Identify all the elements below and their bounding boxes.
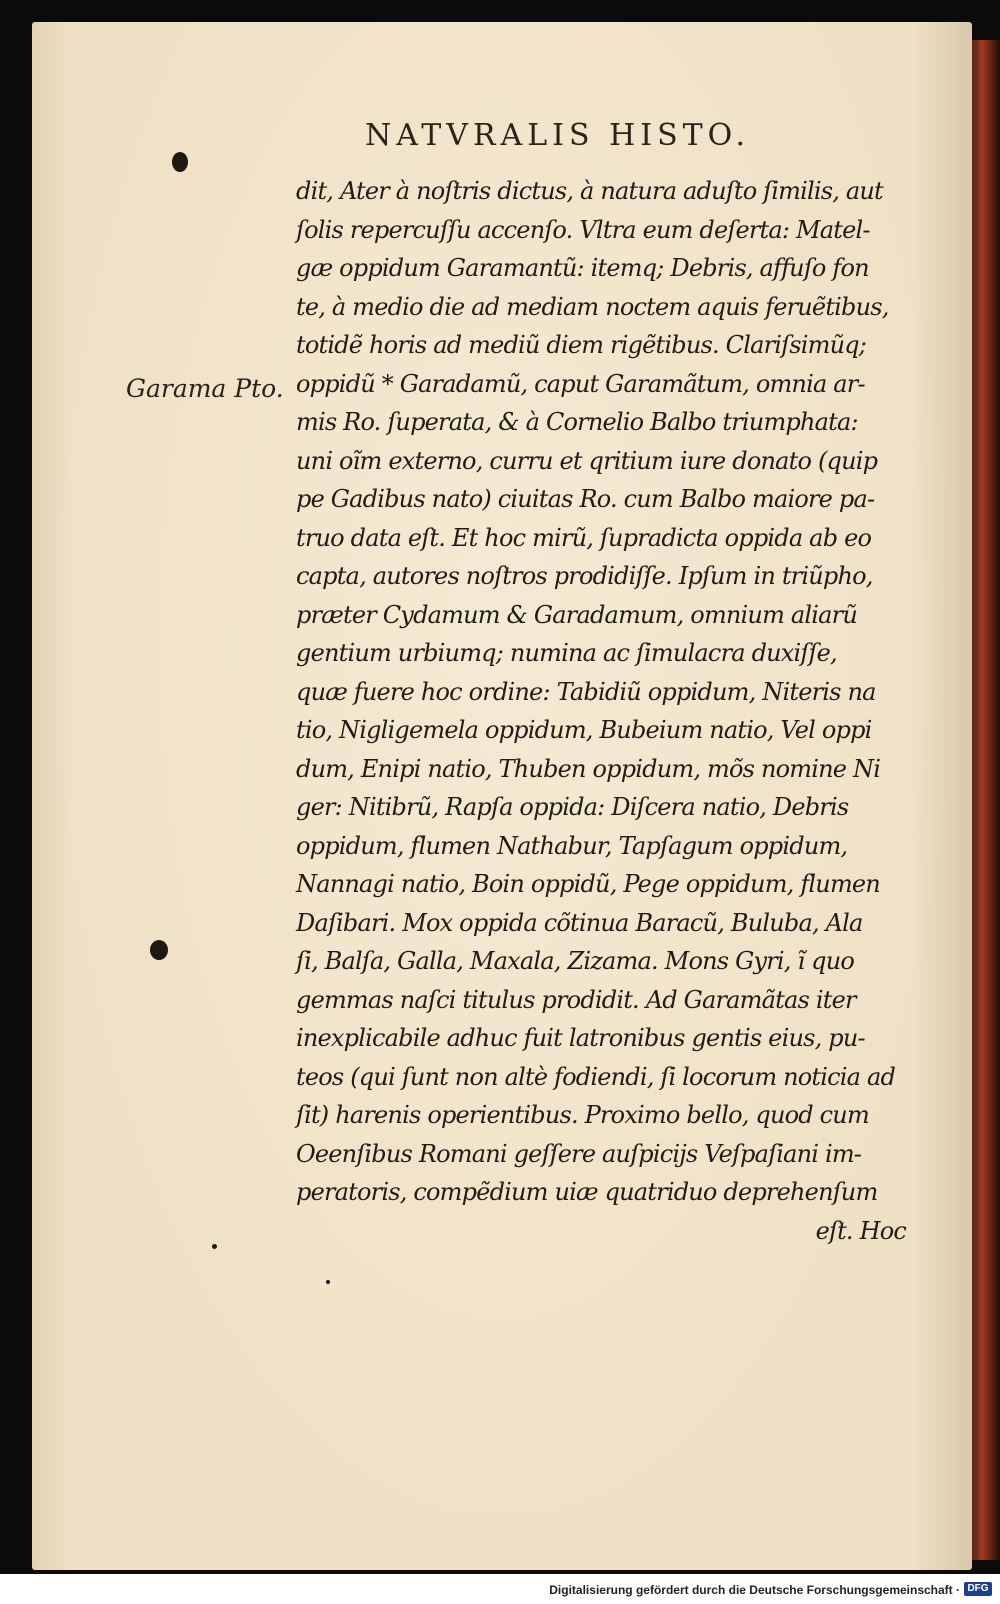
text-line: gemmas naſci titulus prodidit. Ad Garamãtas iter bbox=[296, 985, 856, 1014]
text-line: totidẽ horis ad mediũ diem rigẽtibus. Clariſsimũq; bbox=[296, 331, 867, 359]
margin-note: Garama Pto. bbox=[126, 374, 284, 403]
text-line: teos (qui ſunt non altè fodiendi, ſi locorum noticia ad bbox=[296, 1062, 896, 1091]
text-line: Nannagi natio, Boin oppidũ, Pege oppidum, flumen bbox=[296, 870, 880, 898]
text-line: ger: Nitibrũ, Rapſa oppida: Diſcera natio, Debris bbox=[296, 793, 849, 821]
text-line: inexplicabile adhuc fuit latronibus gentis eius, pu- bbox=[296, 1024, 865, 1052]
ink-blot bbox=[172, 152, 188, 172]
text-line: oppidum, flumen Nathabur, Tapſagum oppidum, bbox=[296, 831, 848, 860]
text-line: ſit) harenis operientibus. Proximo bello, quod cum bbox=[296, 1101, 869, 1129]
text-line: Daſibari. Mox oppida cõtinua Baracũ, Buluba, Ala bbox=[296, 908, 863, 937]
text-line: præter Cydamum & Garadamum, omnium aliarũ bbox=[296, 600, 857, 629]
text-line: gentium urbiumq; numina ac ſimulacra duxiſſe, bbox=[296, 639, 837, 667]
body-text bbox=[296, 172, 906, 1250]
funding-credit: Digitalisierung gefördert durch die Deutsche Forschungsgemeinschaft · bbox=[549, 1583, 960, 1597]
text-line: mis Ro. ſuperata, & à Cornelio Balbo triumphata: bbox=[296, 408, 858, 436]
catchword: eſt. Hoc bbox=[815, 1216, 906, 1245]
ink-speck bbox=[212, 1244, 217, 1249]
text-line: peratoris, compẽdium uiæ quatriduo deprehenſum bbox=[296, 1178, 878, 1206]
text-line: tio, Nigligemela oppidum, Bubeium natio, Vel oppi bbox=[296, 716, 872, 744]
text-line: ſi, Balſa, Galla, Maxala, Zizama. Mons Gyri, ĩ quo bbox=[296, 947, 855, 975]
dfg-logo: DFG bbox=[964, 1582, 992, 1596]
text-line: dit, Ater à noſtris dictus, à natura aduſto ſimilis, aut bbox=[296, 177, 883, 205]
ink-blot bbox=[150, 940, 168, 960]
text-line: uni oĩm externo, curru et qritium iure donato (quip bbox=[296, 446, 878, 475]
text-line: oppidũ * Garadamũ, caput Garamãtum, omnia ar- bbox=[296, 369, 865, 398]
text-line: Oeenſibus Romani geſſere auſpicijs Veſpaſiani im- bbox=[296, 1139, 862, 1168]
running-header: NATVRALIS HISTO. bbox=[365, 118, 751, 153]
text-line: te, à medio die ad mediam noctem aquis feruẽtibus, bbox=[296, 292, 889, 321]
text-line: gæ oppidum Garamantũ: itemq; Debris, affuſo fon bbox=[296, 254, 869, 282]
text-line: ſolis repercuſſu accenſo. Vltra eum deſerta: Matel- bbox=[296, 215, 870, 244]
text-line: pe Gadibus nato) ciuitas Ro. cum Balbo maiore pa- bbox=[296, 485, 875, 513]
ink-speck bbox=[326, 1280, 330, 1284]
text-line: quæ fuere hoc ordine: Tabidiũ oppidum, Niteris na bbox=[296, 677, 876, 706]
text-line: truo data eſt. Et hoc mirũ, ſupradicta oppida ab eo bbox=[296, 523, 872, 552]
text-line: dum, Enipi natio, Thuben oppidum, mõs nomine Ni bbox=[296, 754, 881, 783]
text-line: capta, autores noſtros prodidiſſe. Ipſum in triũpho, bbox=[296, 562, 873, 590]
